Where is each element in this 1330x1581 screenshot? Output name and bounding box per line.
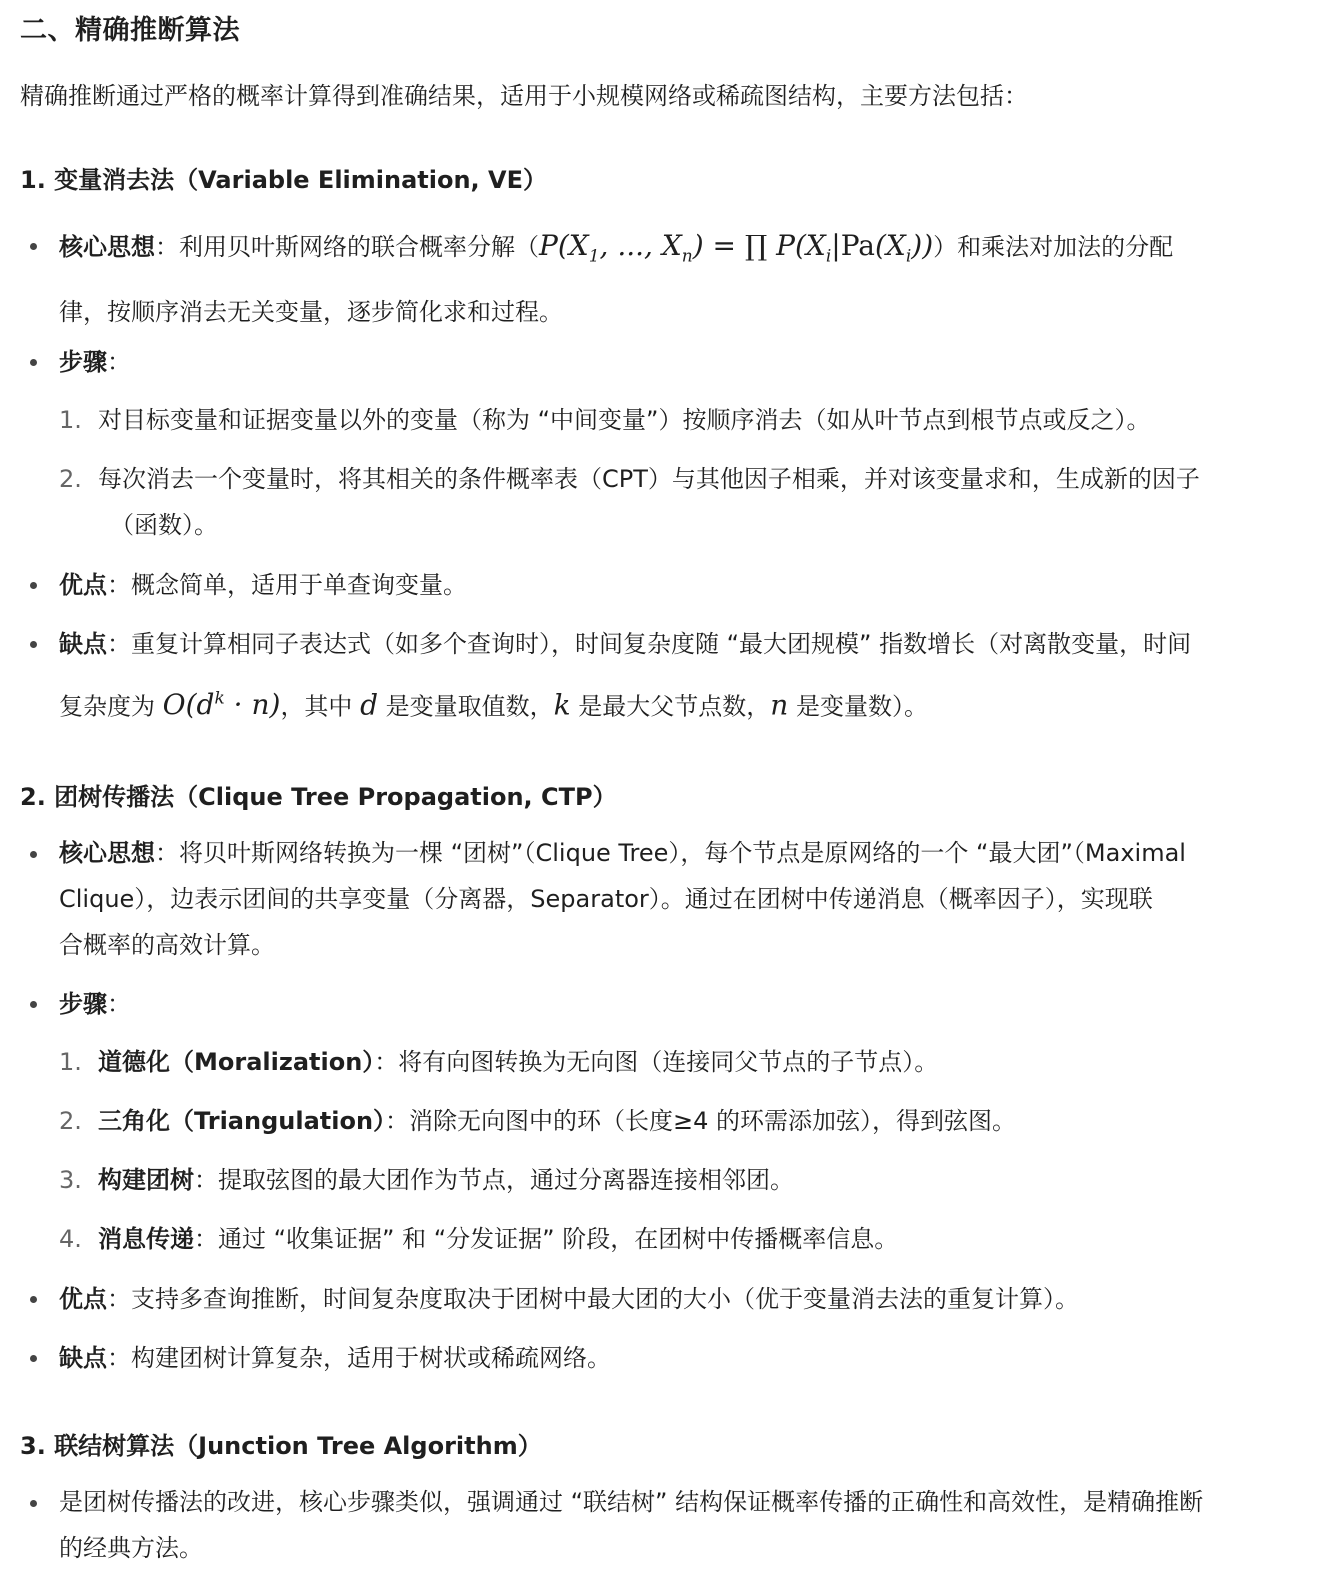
ve-con-n: n (770, 688, 789, 722)
ctp-step-1-num: 1. (59, 1048, 82, 1076)
ve-con-b: ，其中 (280, 692, 361, 721)
jta-bullet (59, 1479, 1311, 1571)
ctp-core-bullet (59, 830, 1311, 968)
ve-core-pre: ：利用贝叶斯网络的联合概率分解（ (155, 233, 539, 261)
ve-steps-colon: ： (107, 348, 131, 376)
jta-line1: 是团树传播法的改进，核心步骤类似，强调通过 “联结树” 结构保证概率传播的正确性和高效性，是精确推断 (59, 1488, 1204, 1516)
ctp-step-2-text: ：消除无向图中的环（长度≥4 的环需添加弦），得到弦图。 (385, 1107, 1017, 1135)
ve-step-1-num: 1. (59, 406, 82, 434)
ctp-step-3 (59, 1157, 1311, 1203)
ctp-step-2 (59, 1098, 1311, 1144)
ve-step-2 (59, 456, 1311, 548)
ve-pro-label: 优点 (59, 571, 107, 599)
ve-con-a: 复杂度为 (59, 692, 163, 721)
ve-heading: 1. 变量消去法（Variable Elimination, VE） (20, 166, 548, 194)
ctp-step-1-text: ：将有向图转换为无向图（连接同父节点的子节点）。 (374, 1048, 939, 1076)
ve-step-2-line2: （函数）。 (110, 511, 218, 539)
ve-con-e: 是变量数）。 (788, 692, 928, 721)
ctp-step-4-text: ：通过 “收集证据” 和 “分发证据” 阶段，在团树中传播概率信息。 (194, 1225, 899, 1253)
ve-con-bullet (59, 620, 1311, 730)
ctp-pro-bullet (59, 1275, 1311, 1323)
ve-steps-label: 步骤 (59, 348, 107, 376)
intro-paragraph: 精确推断通过严格的概率计算得到准确结果，适用于小规模网络或稀疏图结构，主要方法包括： (20, 82, 1028, 110)
ve-con-label: 缺点 (59, 630, 107, 658)
ctp-step-4-label: 消息传递 (98, 1225, 194, 1253)
ctp-pro-label: 优点 (59, 1285, 107, 1313)
ve-con-d2: 是最大父节点数， (570, 692, 771, 721)
ve-con-c: 是变量取值数， (378, 692, 554, 721)
ctp-step-3-text: ：提取弦图的最大团作为节点，通过分离器连接相邻团。 (194, 1166, 794, 1194)
ctp-step-3-label: 构建团树 (98, 1166, 194, 1194)
ve-steps-bullet (59, 338, 1311, 386)
ctp-steps-colon: ： (107, 990, 131, 1018)
ctp-step-1-label: 道德化（Moralization） (98, 1048, 375, 1076)
ve-core-bullet (59, 222, 1311, 336)
ve-pro-text: ：概念简单，适用于单查询变量。 (107, 571, 467, 599)
ve-pro-bullet (59, 561, 1311, 609)
ve-con-d: d (360, 688, 379, 722)
ctp-core-line2: Clique），边表示团间的共享变量（分离器，Separator）。通过在团树中传递消息（概率因子），实现联 (59, 885, 1153, 913)
ctp-con-label: 缺点 (59, 1344, 107, 1372)
ctp-steps-bullet (59, 980, 1311, 1028)
jta-line2: 的经典方法。 (59, 1534, 203, 1562)
ctp-core-line1: ：将贝叶斯网络转换为一棵 “团树”（Clique Tree），每个节点是原网络的一个 “最大团”（Maximal (155, 839, 1186, 867)
ctp-steps-label: 步骤 (59, 990, 107, 1018)
ve-con-k: k (553, 688, 571, 722)
ctp-heading: 2. 团树传播法（Clique Tree Propagation, CTP） (20, 783, 617, 811)
ve-step-1 (59, 397, 1311, 443)
section-title: 二、精确推断算法 (20, 15, 240, 46)
ve-core-line2: 律，按顺序消去无关变量，逐步简化求和过程。 (59, 297, 563, 326)
ctp-pro-text: ：支持多查询推断，时间复杂度取决于团树中最大团的大小（优于变量消去法的重复计算）。 (107, 1285, 1079, 1313)
ctp-step-4 (59, 1216, 1311, 1262)
ve-core-formula: $P(X_1$, ..., $X_n$) = ∏ $P(X_i|Pa(X_i))$ (539, 229, 934, 267)
ve-core-label: 核心思想 (59, 233, 155, 261)
ctp-step-2-label: 三角化（Triangulation） (98, 1107, 386, 1135)
ctp-core-line3: 合概率的高效计算。 (59, 931, 275, 959)
ctp-step-4-num: 4. (59, 1225, 82, 1253)
ctp-step-2-num: 2. (59, 1107, 82, 1135)
ve-core-post: ）和乘法对加法的分配 (933, 233, 1174, 261)
ve-con-formula: $O(d^k \cdot n)$ (162, 688, 281, 722)
ve-step-2-line1: 每次消去一个变量时，将其相关的条件概率表（CPT）与其他因子相乘，并对该变量求和，生成新的因子 (98, 465, 1200, 493)
ctp-core-label: 核心思想 (59, 839, 155, 867)
ctp-con-bullet (59, 1334, 1311, 1382)
ve-step-2-num: 2. (59, 465, 82, 493)
ve-con-line1: ：重复计算相同子表达式（如多个查询时），时间复杂度随 “最大团规模” 指数增长（对离散变量，时间 (107, 630, 1192, 658)
ctp-step-1 (59, 1039, 1311, 1085)
ctp-con-text: ：构建团树计算复杂，适用于树状或稀疏网络。 (107, 1344, 611, 1372)
ctp-step-3-num: 3. (59, 1166, 82, 1194)
jta-heading: 3. 联结树算法（Junction Tree Algorithm） (20, 1432, 542, 1460)
ve-step-1-text: 对目标变量和证据变量以外的变量（称为 “中间变量”）按顺序消去（如从叶节点到根节点或反之）。 (98, 406, 1151, 434)
